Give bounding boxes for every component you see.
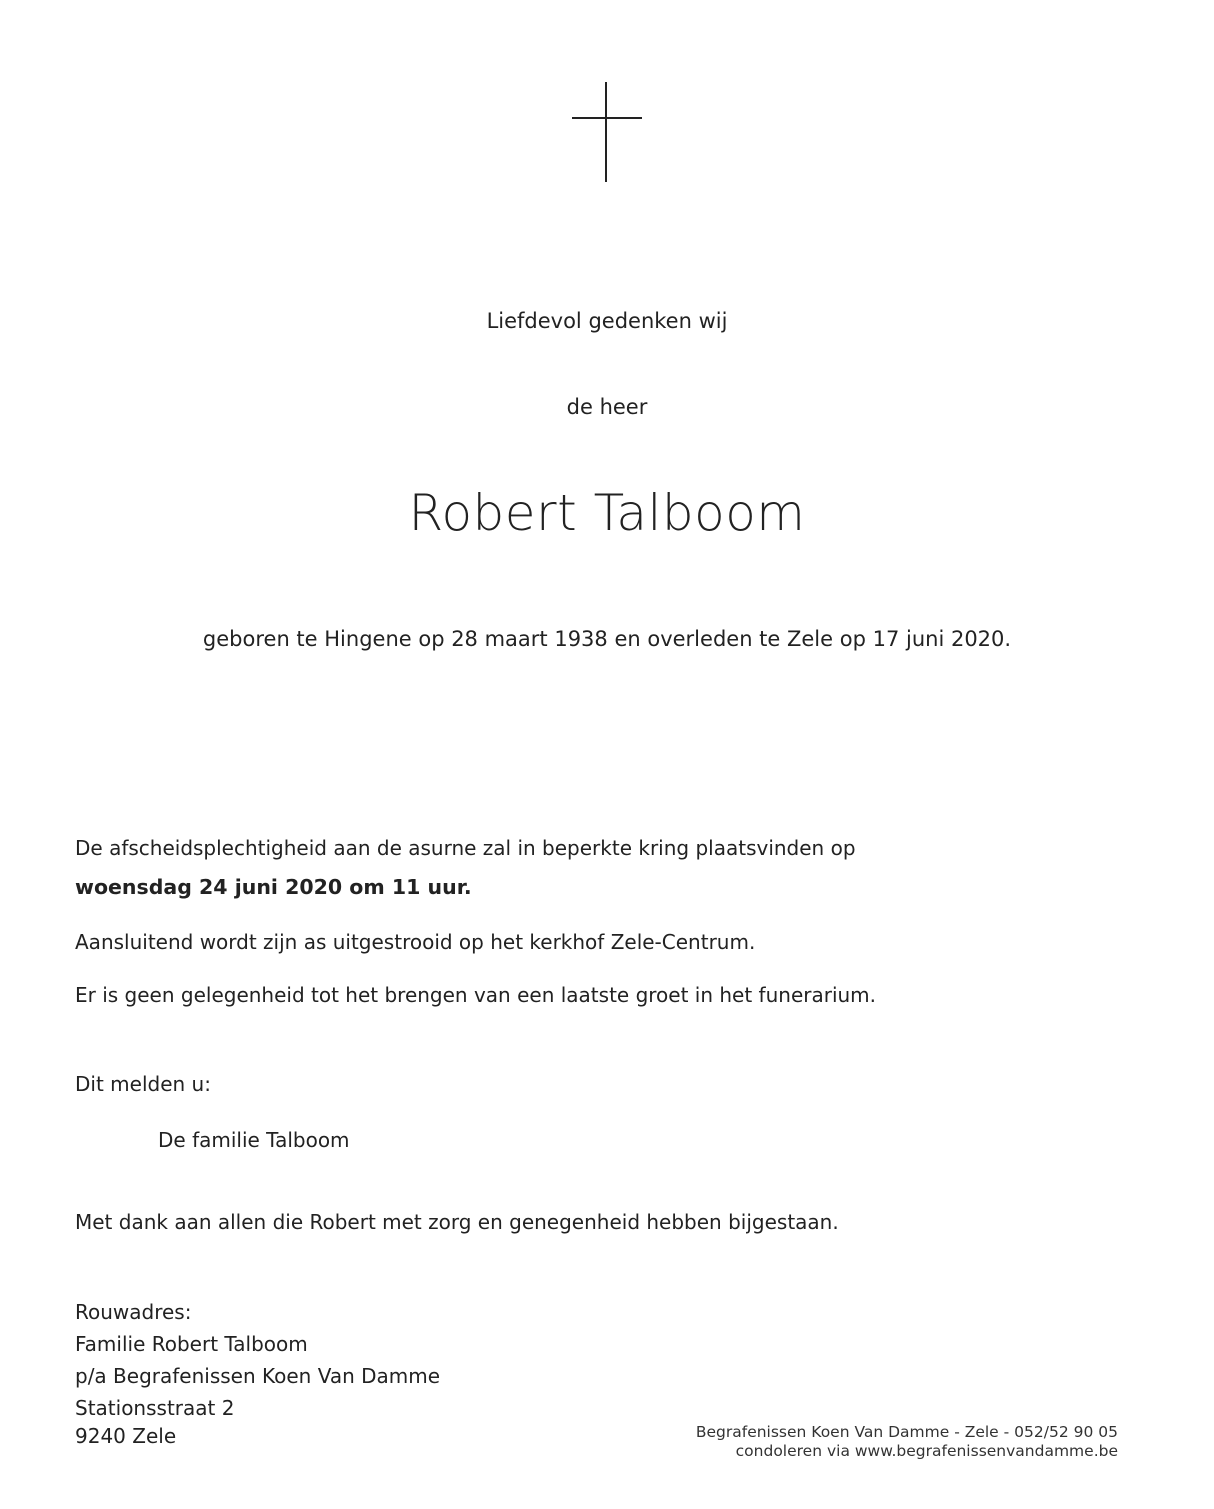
- address-line-3: Stationsstraat 2: [75, 1396, 235, 1420]
- birth-death-line: geboren te Hingene op 28 maart 1938 en overleden te Zele op 17 juni 2020.: [202, 627, 1012, 651]
- no-visit-line: Er is geen gelegenheid tot het brengen van een laatste groet in het funerarium.: [75, 983, 877, 1007]
- address-line-2: p/a Begrafenissen Koen Van Damme: [75, 1364, 441, 1388]
- deceased-name: Robert Talboom: [408, 484, 806, 542]
- ceremony-date: woensdag 24 juni 2020 om 11 uur.: [75, 875, 472, 899]
- announce-line: Dit melden u:: [75, 1072, 211, 1096]
- intro-text: Liefdevol gedenken wij: [486, 309, 728, 333]
- address-label: Rouwadres:: [75, 1300, 192, 1324]
- ceremony-line: De afscheidsplechtigheid aan de asurne zal in beperkte kring plaatsvinden op: [75, 836, 856, 860]
- address-line-1: Familie Robert Talboom: [75, 1332, 308, 1356]
- cross-icon: [572, 82, 642, 182]
- address-line-4: 9240 Zele: [75, 1424, 177, 1448]
- ashes-line: Aansluitend wordt zijn as uitgestrooid op het kerkhof Zele-Centrum.: [75, 930, 756, 954]
- title-prefix: de heer: [566, 395, 648, 419]
- footer-funeral-home: Begrafenissen Koen Van Damme - Zele - 052/52 90 05: [695, 1423, 1118, 1441]
- family-signature: De familie Talboom: [158, 1128, 350, 1152]
- footer-condolence-link: condoleren via www.begrafenissenvandamme.be: [735, 1442, 1118, 1460]
- thanks-line: Met dank aan allen die Robert met zorg en genegenheid hebben bijgestaan.: [75, 1210, 839, 1234]
